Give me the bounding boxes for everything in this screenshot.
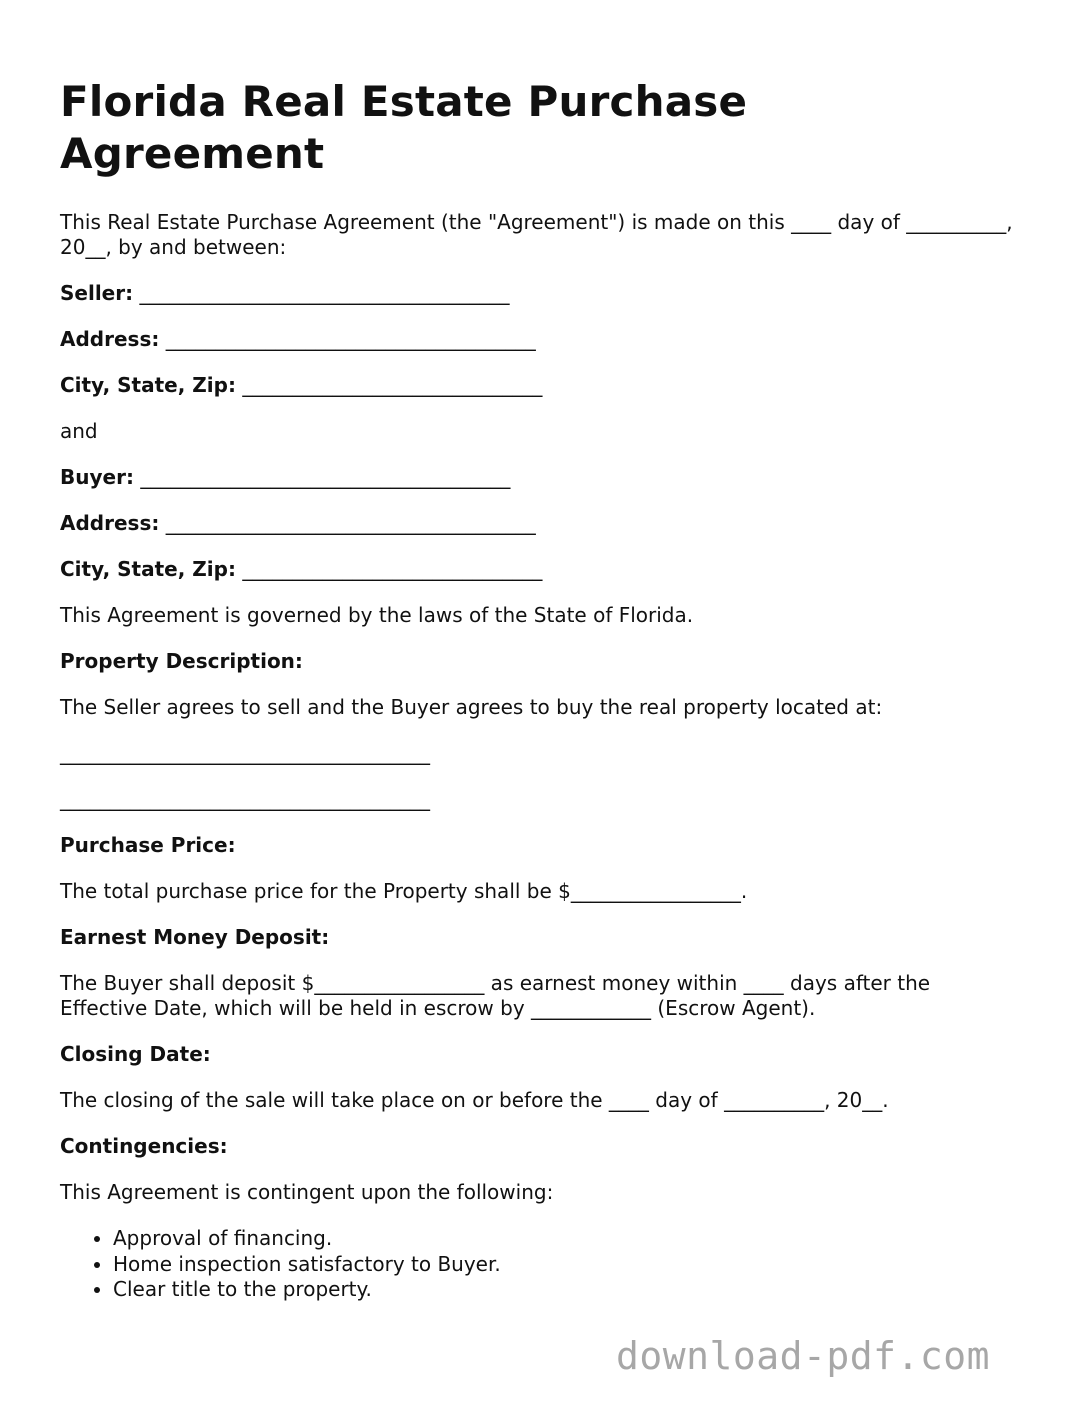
buyer-name-line [60,465,1020,490]
closing-text: The closing of the sale will take place on or before the ____ day of __________, 20__. [60,1088,889,1112]
seller-address-label: Address: [60,327,160,351]
list-item: • Approval of financing. [113,1226,1020,1252]
contingencies-list [60,1226,1020,1303]
property-text: The Seller agrees to sell and the Buyer agrees to buy the real property located at: [60,695,883,719]
seller-address-blank: _____________________________________ [165,327,536,351]
property-blank-line-1: _____________________________________ [60,741,430,765]
conjunction-text: and [60,419,98,443]
buyer-address-label: Address: [60,511,160,535]
buyer-city-label: City, State, Zip: [60,557,236,581]
contingencies-text: This Agreement is contingent upon the following: [60,1180,554,1204]
property-heading: Property Description: [60,649,303,673]
buyer-name-blank: _____________________________________ [140,465,511,489]
document-title: Florida Real Estate Purchase Agreement [60,77,748,178]
seller-city-label: City, State, Zip: [60,373,236,397]
watermark: download-pdf.com [616,1334,991,1378]
buyer-name-label: Buyer: [60,465,134,489]
seller-name-blank: _____________________________________ [139,281,510,305]
price-text: The total purchase price for the Property shall be $_________________. [60,879,748,903]
buyer-address-line [60,511,1020,536]
buyer-city-line [60,557,1020,582]
deposit-heading: Earnest Money Deposit: [60,925,330,949]
seller-address-line [60,327,1020,352]
price-heading: Purchase Price: [60,833,236,857]
governing-law-text: This Agreement is governed by the laws of the State of Florida. [60,603,694,627]
seller-name-label: Seller: [60,281,134,305]
seller-name-line [60,281,1020,306]
contingencies-heading: Contingencies: [60,1134,228,1158]
seller-city-blank: ______________________________ [242,373,543,397]
seller-city-line [60,373,1020,398]
document-page [60,76,1020,1303]
intro-paragraph: This Real Estate Purchase Agreement (the "Agreement") is made on this ____ day of __________, 20__, by and between: [60,210,1013,259]
list-item: • Home inspection satisfactory to Buyer. [113,1252,1020,1278]
buyer-city-blank: ______________________________ [242,557,543,581]
property-blank-line-2: _____________________________________ [60,787,430,811]
closing-heading: Closing Date: [60,1042,211,1066]
buyer-address-blank: _____________________________________ [165,511,536,535]
list-item: • Clear title to the property. [113,1277,1020,1303]
deposit-text: The Buyer shall deposit $_________________ as earnest money within ____ days after the Effective Date, which will be held in escrow by ____________ (Escrow Agent). [60,971,931,1020]
